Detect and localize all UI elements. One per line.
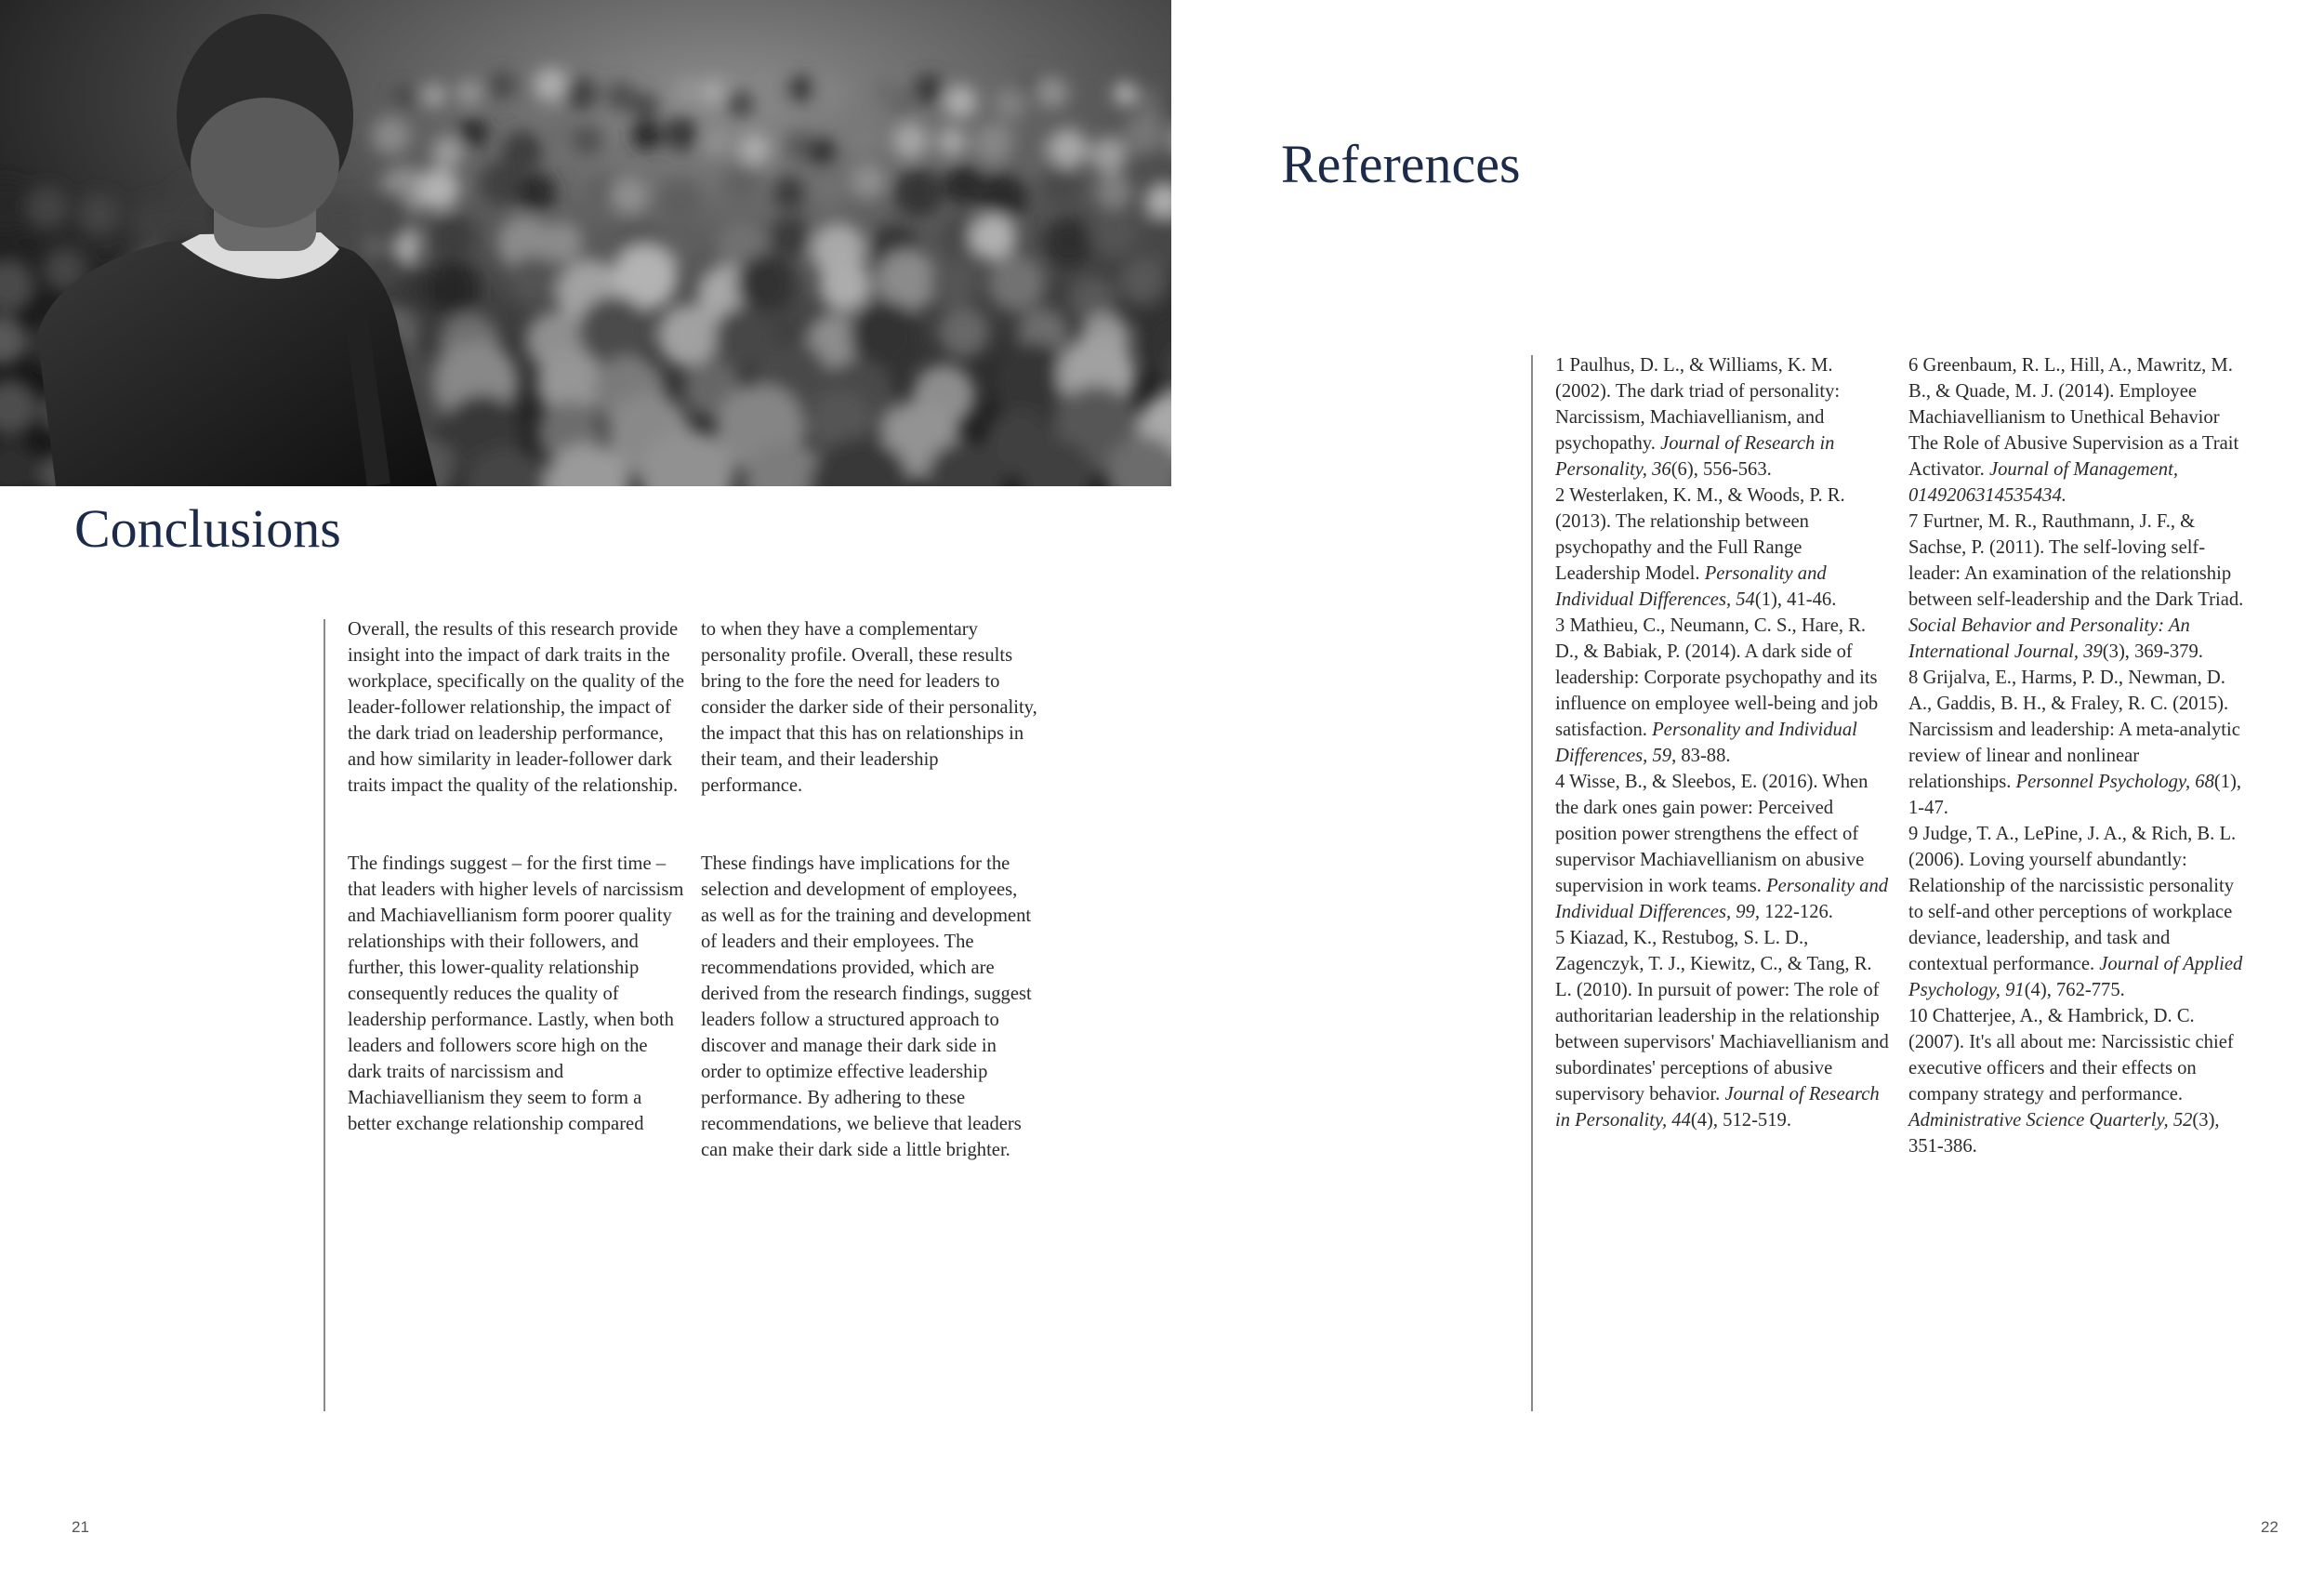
reference-entry xyxy=(1555,925,1890,1133)
photo-graphic xyxy=(0,0,1171,486)
reference-pages: (3), 369-379. xyxy=(2102,641,2203,662)
references-column-2 xyxy=(1908,352,2245,1159)
references-column-1 xyxy=(1555,352,1890,1133)
reference-source: Personality and Individual Differences, 54 xyxy=(1555,563,1827,610)
reference-pages: (3), 351-386. xyxy=(1908,1110,2220,1157)
reference-text: 2 Westerlaken, K. M., & Woods, P. R. (2013). The relationship between psychopathy and the Full Range Leadership Model. xyxy=(1555,485,1845,584)
reference-source: Journal of Research in Personality, 36 xyxy=(1555,433,1835,480)
references-heading: References xyxy=(1281,134,1521,194)
reference-source: Personality and Individual Differences, 99, xyxy=(1555,876,1889,922)
reference-text: 4 Wisse, B., & Sleebos, E. (2016). When the dark ones gain power: Perceived position power strengthens the effect of supervisor Machiavellianism on abusive supervision in work teams. xyxy=(1555,772,1868,896)
reference-source: Personality and Individual Differences, 59 xyxy=(1555,720,1857,766)
right-vertical-rule xyxy=(1531,355,1533,1411)
reference-entry xyxy=(1555,483,1890,613)
reference-text: 1 Paulhus, D. L., & Williams, K. M. (2002). The dark triad of personality: Narcissism, Machiavellianism, and psychopathy. xyxy=(1555,355,1841,454)
reference-source: Administrative Science Quarterly, 52 xyxy=(1908,1110,2193,1131)
reference-source: Journal of Applied Psychology, 91 xyxy=(1908,954,2243,1000)
reference-text: 7 Furtner, M. R., Rauthmann, J. F., & Sachse, P. (2011). The self-loving self-leader: An examination of the relationship between self-leadership and the Dark Triad. xyxy=(1908,511,2244,610)
reference-entry xyxy=(1908,509,2245,665)
reference-source: Personnel Psychology, 68 xyxy=(2015,772,2214,792)
reference-pages: (4), 512-519. xyxy=(1690,1110,1791,1131)
reference-pages: (4), 762-775. xyxy=(2024,980,2125,1000)
reference-entry xyxy=(1555,769,1890,925)
reference-entry xyxy=(1908,352,2245,509)
reference-source: Journal of Management, 0149206314535434. xyxy=(1908,459,2178,506)
speaker-audience-photo xyxy=(0,0,1171,486)
reference-entry xyxy=(1908,821,2245,1003)
reference-pages: (6), 556-563. xyxy=(1670,459,1772,480)
reference-entry xyxy=(1555,613,1890,769)
left-vertical-rule xyxy=(324,619,325,1411)
reference-entry xyxy=(1908,665,2245,821)
conclusions-paragraph: These findings have implications for the selection and development of employees, as well as for the training and development of leaders and their employees. The recommendations provided, which are derived from the research findings, suggest leaders follow a structured approach to discover and manage their dark side in order to optimize effective leadership performance. By adhering to these recommendations, we believe that leaders can make their dark side a little brighter. xyxy=(701,853,1032,1160)
reference-pages: , 83-88. xyxy=(1671,746,1731,766)
reference-text: 9 Judge, T. A., LePine, J. A., & Rich, B. L. (2006). Loving yourself abundantly: Relationship of the narcissistic personality to self-and other perceptions of workplace deviance, leadership, and task and contextual performance. xyxy=(1908,824,2237,974)
conclusions-paragraph: The findings suggest – for the first time – that leaders with higher levels of narcissism and Machiavellianism form poorer quality relationships with their followers, and further, this lower-quality relationship consequently reduces the quality of leadership performance. Lastly, when both leaders and followers score high on the dark traits of narcissism and Machiavellianism they seem to form a better exchange relationship compared xyxy=(348,853,684,1134)
conclusions-paragraph: to when they have a complementary personality profile. Overall, these results bring to the fore the need for leaders to consider the darker side of their personality, the impact that this has on relationships in their team, and their leadership performance. xyxy=(701,619,1037,796)
reference-entry xyxy=(1908,1003,2245,1159)
reference-source: Social Behavior and Personality: An International Journal, 39 xyxy=(1908,615,2190,662)
reference-pages: (1), 1-47. xyxy=(1908,772,2242,818)
reference-pages: (1), 41-46. xyxy=(1754,589,1837,610)
reference-text: 5 Kiazad, K., Restubog, S. L. D., Zagenczyk, T. J., Kiewitz, C., & Tang, R. L. (2010). In pursuit of power: The role of authoritarian leadership in the relationship between supervisors' Machiavellianism and subordinates' perceptions of abusive supervisory behavior. xyxy=(1555,928,1889,1104)
reference-pages: 122-126. xyxy=(1760,902,1833,922)
page-number-right: 22 xyxy=(2261,1518,2278,1536)
reference-entry xyxy=(1555,352,1890,483)
conclusions-heading: Conclusions xyxy=(74,498,341,559)
conclusions-column-2 xyxy=(701,616,1037,1163)
reference-text: 10 Chatterjee, A., & Hambrick, D. C. (2007). It's all about me: Narcissistic chief executive officers and their effects on company strategy and performance. xyxy=(1908,1006,2234,1104)
reference-source: Journal of Research in Personality, 44 xyxy=(1555,1084,1880,1131)
conclusions-column-1 xyxy=(348,616,684,1137)
reference-text: 6 Greenbaum, R. L., Hill, A., Mawritz, M. B., & Quade, M. J. (2014). Employee Machiavellianism to Unethical Behavior The Role of Abusive Supervision as a Trait Activator. xyxy=(1908,355,2239,480)
reference-text: 3 Mathieu, C., Neumann, C. S., Hare, R. D., & Babiak, P. (2014). A dark side of leadership: Corporate psychopathy and its influence on employee well-being and job satisfaction. xyxy=(1555,615,1879,740)
page-number-left: 21 xyxy=(72,1518,89,1536)
reference-text: 8 Grijalva, E., Harms, P. D., Newman, D. A., Gaddis, B. H., & Fraley, R. C. (2015). Narcissism and leadership: A meta-analytic review of linear and nonlinear relationships. xyxy=(1908,668,2240,792)
conclusions-paragraph: Overall, the results of this research provide insight into the impact of dark traits in the workplace, specifically on the quality of the leader-follower relationship, the impact of the dark triad on leadership performance, and how similarity in leader-follower dark traits impact the quality of the relationship. xyxy=(348,619,684,796)
